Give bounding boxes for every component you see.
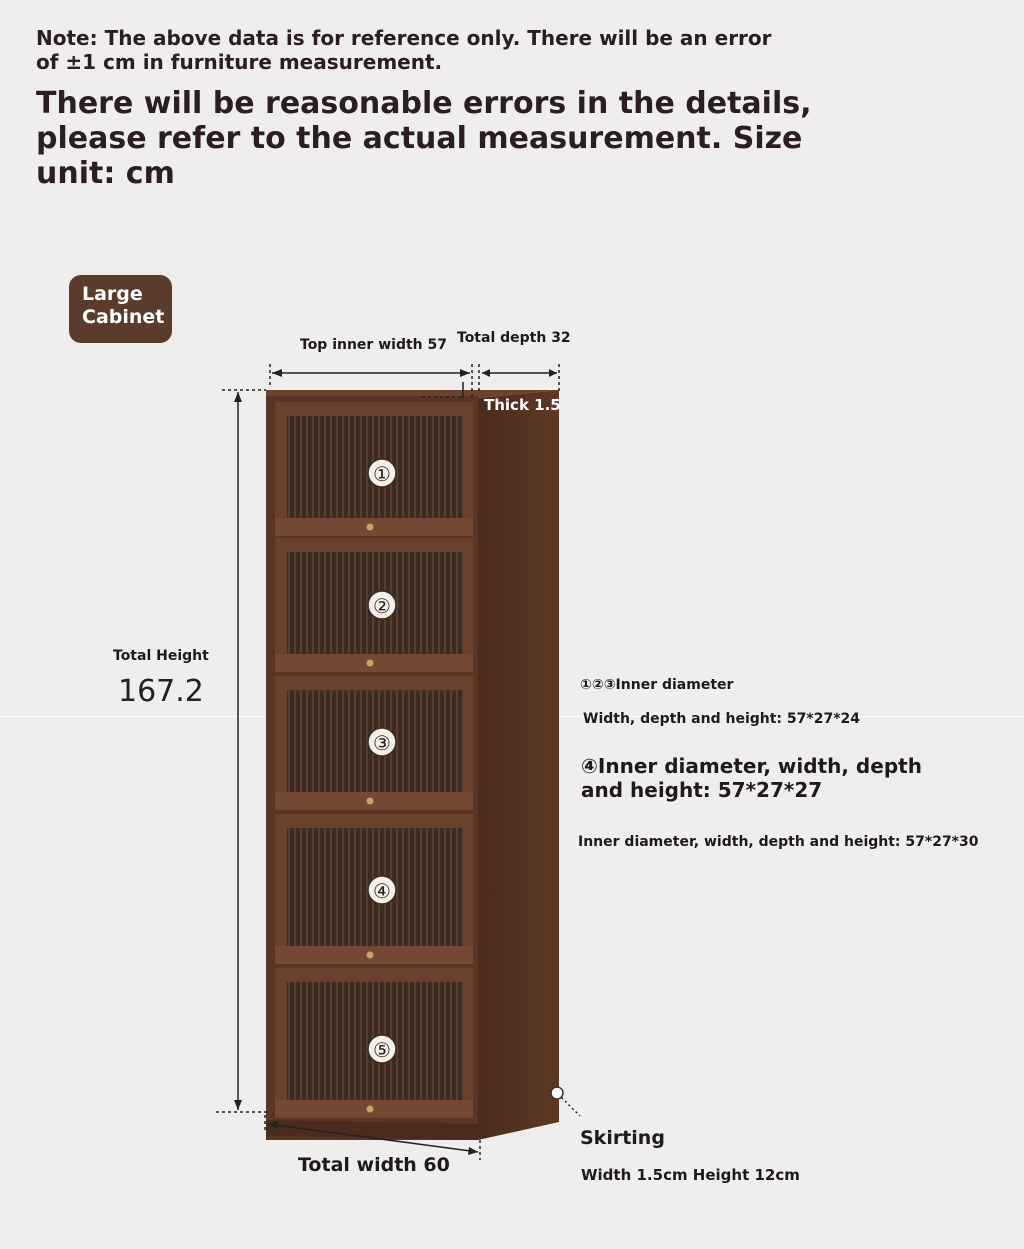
- large-cabinet-badge: Large Cabinet: [69, 275, 172, 343]
- total-height-label: Total Height: [113, 648, 209, 664]
- measurement-headline: There will be reasonable errors in the details, please refer to the actual measurement. Size unit: cm: [36, 86, 812, 191]
- compartment-5-label: ⑤: [373, 1038, 391, 1062]
- total-width-label: Total width 60: [298, 1154, 450, 1176]
- compartment-3-label: ③: [373, 731, 391, 755]
- skirting-title: Skirting: [580, 1127, 665, 1149]
- thickness-label: Thick 1.5: [484, 396, 561, 414]
- top-inner-width-label: Top inner width 57: [300, 337, 447, 353]
- skirting-value: Width 1.5cm Height 12cm: [581, 1166, 800, 1184]
- compartment-1-label: ①: [373, 462, 391, 486]
- spec-123-title: ①②③Inner diameter: [580, 677, 734, 693]
- compartment-2-label: ②: [373, 594, 391, 618]
- total-height-value: 167.2: [118, 674, 204, 709]
- spec-5: Inner diameter, width, depth and height: 57*27*30: [578, 834, 979, 850]
- total-depth-label: Total depth 32: [457, 330, 571, 346]
- spec-123-value: Width, depth and height: 57*27*24: [583, 711, 860, 727]
- compartment-4-label: ④: [373, 879, 391, 903]
- reference-note: Note: The above data is for reference only. There will be an error of ±1 cm in furniture measurement.: [36, 26, 772, 74]
- spec-4: ④Inner diameter, width, depth and height: 57*27*27: [581, 754, 922, 802]
- skirting-marker: [551, 1087, 563, 1099]
- cabinet-side-panel: [478, 390, 559, 1140]
